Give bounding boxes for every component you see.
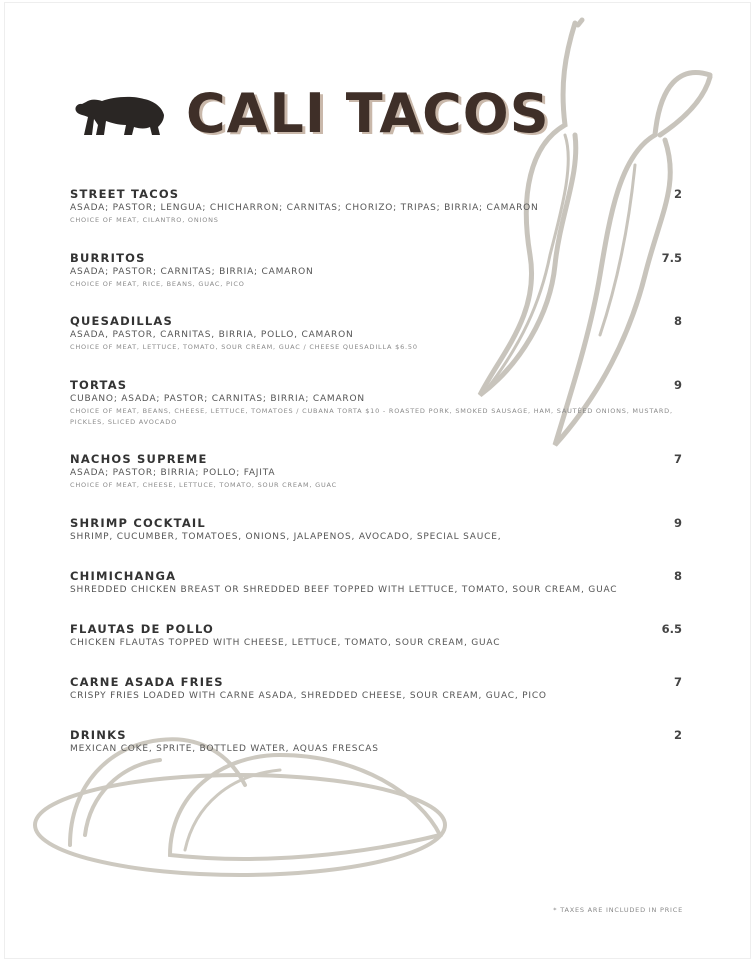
taxes-note: * TAXES ARE INCLUDED IN PRICE xyxy=(553,906,683,914)
menu-item xyxy=(70,675,682,703)
item-name: TORTAS xyxy=(70,378,128,392)
item-name: CARNE ASADA FRIES xyxy=(70,675,224,689)
item-name: DRINKS xyxy=(70,728,127,742)
menu-item xyxy=(70,452,682,491)
item-name: CHIMICHANGA xyxy=(70,569,177,583)
item-name: NACHOS SUPREME xyxy=(70,452,208,466)
item-details: CHOICE OF MEAT, CILANTRO, ONIONS xyxy=(70,216,219,224)
item-options: SHREDDED CHICKEN BREAST OR SHREDDED BEEF TOPPED WITH LETTUCE, TOMATO, SOUR CREAM, GUAC xyxy=(70,585,618,595)
menu-item xyxy=(70,187,682,226)
item-price: 8 xyxy=(673,314,682,328)
item-options: CUBANO; ASADA; PASTOR; CARNITAS; BIRRIA; CAMARON xyxy=(70,394,365,404)
menu-item xyxy=(70,622,682,650)
item-name: FLAUTAS DE POLLO xyxy=(70,622,215,636)
item-price: 2 xyxy=(673,728,682,742)
item-options: ASADA; PASTOR; BIRRIA; POLLO; FAJITA xyxy=(70,468,276,478)
bear-icon xyxy=(72,91,166,137)
item-price: 7 xyxy=(673,452,682,466)
item-name: STREET TACOS xyxy=(70,187,180,201)
item-price: 7.5 xyxy=(661,251,682,265)
item-price: 8 xyxy=(673,569,682,583)
item-options: CHICKEN FLAUTAS TOPPED WITH CHEESE, LETTUCE, TOMATO, SOUR CREAM, GUAC xyxy=(70,638,501,648)
item-options: SHRIMP, CUCUMBER, TOMATOES, ONIONS, JALAPENOS, AVOCADO, SPECIAL SAUCE, xyxy=(70,532,502,542)
item-details: CHOICE OF MEAT, LETTUCE, TOMATO, SOUR CREAM, GUAC / CHEESE QUESADILLA $6.50 xyxy=(70,343,418,351)
item-options: CRISPY FRIES LOADED WITH CARNE ASADA, SHREDDED CHEESE, SOUR CREAM, GUAC, PICO xyxy=(70,691,547,701)
item-price: 9 xyxy=(673,516,682,530)
item-price: 7 xyxy=(673,675,682,689)
item-options: ASADA; PASTOR; CARNITAS; BIRRIA; CAMARON xyxy=(70,267,314,277)
logo xyxy=(72,84,550,144)
menu-item xyxy=(70,569,682,597)
item-name: SHRIMP COCKTAIL xyxy=(70,516,206,530)
item-name: BURRITOS xyxy=(70,251,146,265)
restaurant-title: CALI TACOS xyxy=(186,82,550,145)
item-price: 9 xyxy=(673,378,682,392)
item-options: ASADA, PASTOR, CARNITAS, BIRRIA, POLLO, CAMARON xyxy=(70,330,354,340)
item-details: CHOICE OF MEAT, RICE, BEANS, GUAC, PICO xyxy=(70,280,245,288)
menu-item xyxy=(70,378,682,428)
menu-item xyxy=(70,314,682,353)
item-name: QUESADILLAS xyxy=(70,314,174,328)
item-options: ASADA; PASTOR; LENGUA; CHICHARRON; CARNITAS; CHORIZO; TRIPAS; BIRRIA; CAMARON xyxy=(70,203,539,213)
item-details: CHOICE OF MEAT, BEANS, CHEESE, LETTUCE, TOMATOES / CUBANA TORTA $10 - ROASTED PORK, SMOKED SAUSAGE, HAM, SAUTÉED ONIONS, MUSTARD, PICKLES, SLICED AVOCADO xyxy=(70,407,673,426)
menu-item xyxy=(70,251,682,290)
menu-item xyxy=(70,516,682,544)
item-details: CHOICE OF MEAT, CHEESE, LETTUCE, TOMATO, SOUR CREAM, GUAC xyxy=(70,481,337,489)
item-price: 2 xyxy=(673,187,682,201)
item-options: MEXICAN COKE, SPRITE, BOTTLED WATER, AQUAS FRESCAS xyxy=(70,744,379,754)
item-price: 6.5 xyxy=(661,622,682,636)
menu-item xyxy=(70,728,682,756)
